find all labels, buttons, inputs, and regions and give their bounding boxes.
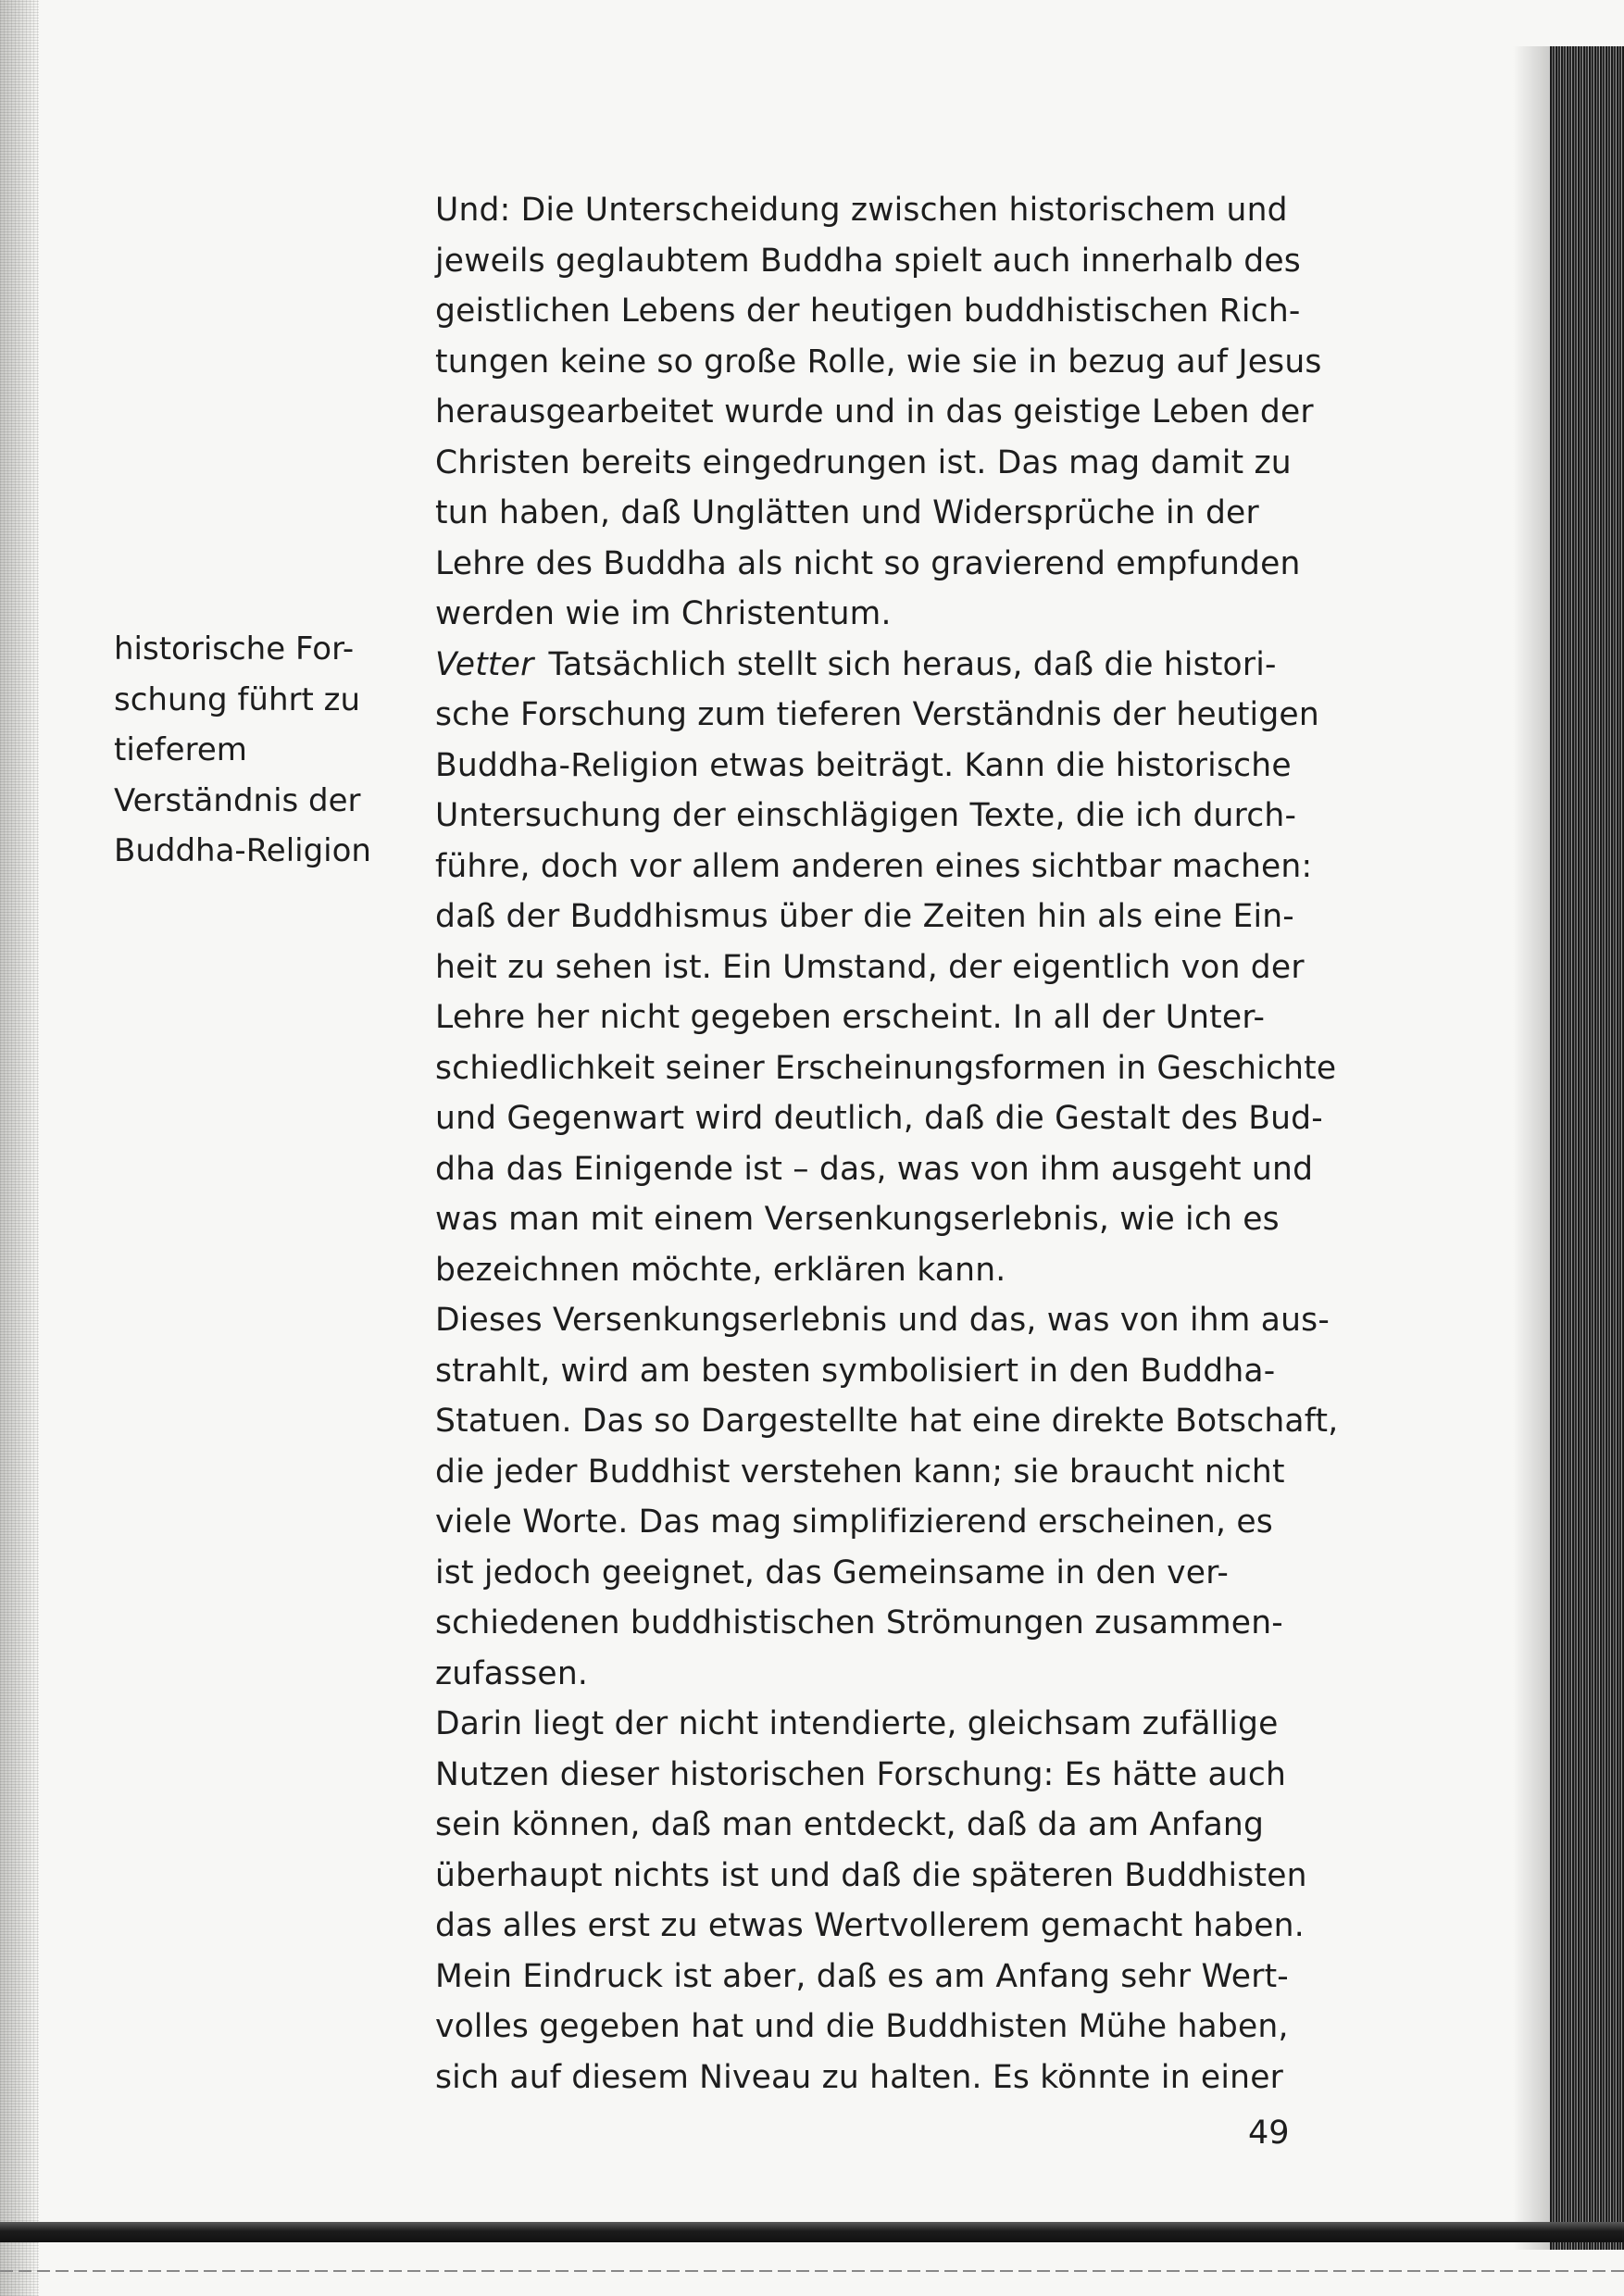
body-line: das alles erst zu etwas Wertvollerem gemacht haben. (435, 1907, 1305, 1944)
margin-note-line: schung führt zu (114, 680, 361, 718)
bottom-scan-line (0, 2270, 1624, 2272)
margin-note-line: tieferem (114, 731, 247, 768)
body-line: sche Forschung zum tieferen Verständnis der heutigen (435, 696, 1319, 733)
body-line: bezeichnen möchte, erklären kann. (435, 1251, 1006, 1289)
body-line: schiedenen buddhistischen Strömungen zusammen- (435, 1604, 1283, 1641)
binding-shadow (1513, 46, 1550, 2250)
body-line: Buddha-Religion etwas beiträgt. Kann die historische (435, 746, 1292, 784)
body-line: Mein Eindruck ist aber, daß es am Anfang sehr Wert- (435, 1957, 1289, 1995)
body-line: Lehre des Buddha als nicht so gravierend empfunden (435, 544, 1301, 582)
body-line: volles gegeben hat und die Buddhisten Mühe haben, (435, 2008, 1289, 2045)
margin-note (114, 624, 392, 877)
body-line: Christen bereits eingedrungen ist. Das mag damit zu (435, 443, 1292, 481)
bottom-scan-band (0, 2222, 1624, 2242)
body-line: geistlichen Lebens der heutigen buddhistischen Rich- (435, 293, 1301, 330)
body-text (435, 185, 1339, 2103)
body-line: Untersuchung der einschlägigen Texte, die ich durch- (435, 797, 1297, 834)
body-line: was man mit einem Versenkungserlebnis, wie ich es (435, 1201, 1280, 1238)
body-line: strahlt, wird am besten symbolisiert in den Buddha- (435, 1352, 1276, 1390)
body-line-text: Tatsächlich stellt sich heraus, daß die histori- (548, 645, 1277, 683)
body-line: Lehre her nicht gegeben erscheint. In all der Unter- (435, 999, 1266, 1036)
body-line: schiedlichkeit seiner Erscheinungsformen in Geschichte (435, 1049, 1337, 1087)
body-line: die jeder Buddhist verstehen kann; sie braucht nicht (435, 1453, 1285, 1491)
body-line: dha das Einigende ist – das, was von ihm ausgeht und (435, 1150, 1314, 1188)
body-line: Darin liegt der nicht intendierte, gleichsam zufällige (435, 1705, 1279, 1742)
margin-note-line: historische For- (114, 630, 355, 668)
body-line: zufassen. (435, 1654, 589, 1692)
body-line: viele Worte. Das mag simplifizierend erscheinen, es (435, 1504, 1273, 1541)
body-line: Nutzen dieser historischen Forschung: Es hätte auch (435, 1755, 1287, 1793)
body-line: Statuen. Das so Dargestellte hat eine direkte Botschaft, (435, 1403, 1339, 1440)
body-line: tungen keine so große Rolle, wie sie in bezug auf Jesus (435, 343, 1322, 381)
margin-note-line: Buddha-Religion (114, 832, 371, 869)
speaker-line (435, 640, 1329, 691)
body-line: herausgearbeitet wurde und in das geistige Leben der (435, 393, 1314, 430)
body-line: führe, doch vor allem anderen eines sichtbar machen: (435, 847, 1313, 885)
book-binding-edge (1550, 46, 1624, 2250)
body-line: Dieses Versenkungserlebnis und das, was von ihm aus- (435, 1302, 1330, 1339)
body-line: sich auf diesem Niveau zu halten. Es könnte in einer (435, 2058, 1284, 2096)
scan-edge-left (0, 0, 39, 2296)
body-line: tun haben, daß Unglätten und Widersprüche in der (435, 494, 1259, 531)
body-line: überhaupt nichts ist und daß die späteren Buddhisten (435, 1856, 1307, 1894)
page-number: 49 (1248, 2115, 1290, 2152)
speaker-name: Vetter (435, 645, 534, 683)
body-line: heit zu sehen ist. Ein Umstand, der eigentlich von der (435, 948, 1305, 986)
margin-note-line: Verständnis der (114, 781, 361, 819)
body-line: werden wie im Christentum. (435, 595, 892, 632)
body-line: Und: Die Unterscheidung zwischen historischem und (435, 192, 1288, 229)
body-line: sein können, daß man entdeckt, daß da am Anfang (435, 1806, 1265, 1843)
body-line: daß der Buddhismus über die Zeiten hin als eine Ein- (435, 898, 1294, 935)
body-line: jeweils geglaubtem Buddha spielt auch innerhalb des (435, 242, 1301, 280)
body-line: und Gegenwart wird deutlich, daß die Gestalt des Bud- (435, 1100, 1323, 1137)
body-line: ist jedoch geeignet, das Gemeinsame in den ver- (435, 1554, 1230, 1591)
